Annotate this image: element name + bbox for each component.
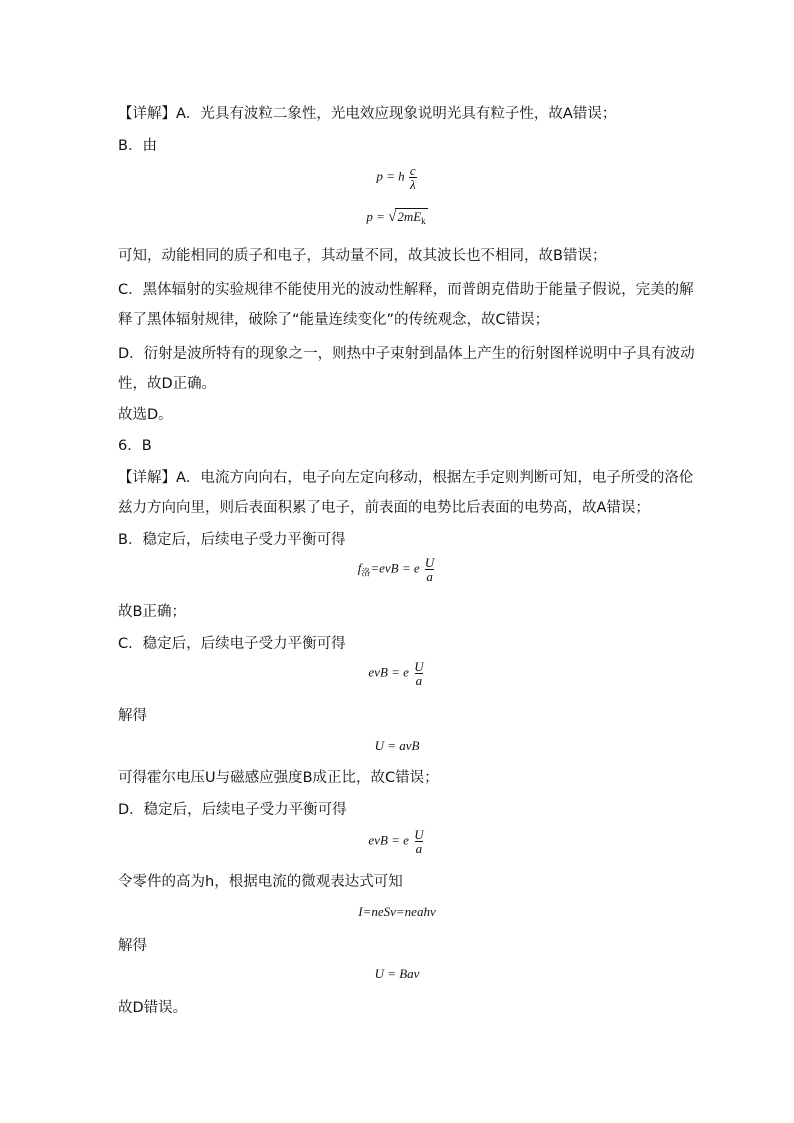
eq2-subscript: k xyxy=(421,216,426,226)
text-line-7: 性，故D正确。 xyxy=(118,376,217,392)
text-line-15: 解得 xyxy=(118,708,147,724)
text-line-9: 6．B xyxy=(118,438,152,454)
eq2-lhs: p = xyxy=(366,209,385,224)
eq1-denominator: λ xyxy=(409,177,416,192)
eq1-fraction xyxy=(409,164,417,191)
eq2-radicand-box xyxy=(395,208,427,226)
eq3-f: f xyxy=(357,560,362,576)
eq3-numerator: U xyxy=(424,555,435,570)
equation-current-micro: I=neSv=neahv xyxy=(358,904,436,919)
eq4-lhs: evB = e xyxy=(368,664,409,680)
text-line-3: 可知，动能相同的质子和电子，其动量不同，故其波长也不相同，故B错误； xyxy=(118,248,607,264)
equation-hall-voltage-c: U = avB xyxy=(374,738,420,753)
eq4-denominator: a xyxy=(415,673,423,688)
text-line-2: B．由 xyxy=(118,138,157,154)
text-line-1: 【详解】A．光具有波粒二象性，光电效应现象说明光具有粒子性，故A错误； xyxy=(118,106,617,122)
equation-balance-d xyxy=(0,828,794,855)
eq2-radicand: 2mE xyxy=(397,209,422,224)
text-line-10: 【详解】A．电流方向向右，电子向左定向移动，根据左手定则判断可知，电子所受的洛伦 xyxy=(118,470,694,486)
text-line-4: C．黑体辐射的实验规律不能使用光的波动性解释，而普朗克借助于能量子假说，完美的解 xyxy=(118,282,694,298)
text-line-12: B．稳定后，后续电子受力平衡可得 xyxy=(118,532,346,548)
eq6-numerator: U xyxy=(414,827,424,842)
text-line-11: 兹力方向向里，则后表面积累了电子，前表面的电势比后表面的电势高，故A错误； xyxy=(118,500,650,516)
eq3-subscript: 洛 xyxy=(361,567,371,578)
text-line-19: 解得 xyxy=(118,938,147,954)
eq1-numerator: c xyxy=(409,163,416,178)
sqrt-icon: √ xyxy=(388,209,397,225)
equation-balance-c xyxy=(0,660,794,687)
eq4-fraction xyxy=(413,660,424,687)
eq6-lhs: evB = e xyxy=(368,832,409,848)
text-line-17: D．稳定后，后续电子受力平衡可得 xyxy=(118,802,347,818)
equation-momentum-wavelength xyxy=(0,164,794,191)
text-line-16: 可得霍尔电压U与磁感应强度B成正比，故C错误； xyxy=(118,770,439,786)
text-line-20: 故D错误。 xyxy=(118,1000,188,1016)
text-line-13: 故B正确； xyxy=(118,604,186,620)
eq6-denominator: a xyxy=(415,841,423,856)
equation-lorentz-force xyxy=(0,556,794,583)
equation-momentum-energy xyxy=(0,208,794,226)
text-line-18: 令零件的高为h，根据电流的微观表达式可知 xyxy=(118,874,403,890)
eq3-mid: =evB = e xyxy=(370,560,420,576)
eq1-lhs: p = h xyxy=(376,168,405,184)
text-line-14: C．稳定后，后续电子受力平衡可得 xyxy=(118,636,346,652)
equation-hall-voltage-d: U = Bav xyxy=(374,966,420,981)
text-line-8: 故选D。 xyxy=(118,407,173,423)
eq3-denominator: a xyxy=(426,569,433,584)
text-line-6: D．衍射是波所特有的现象之一，则热中子束射到晶体上产生的衍射图样说明中子具有波动 xyxy=(118,346,695,362)
text-line-5: 释了黑体辐射规律，破除了“能量连续变化”的传统观念，故C错误； xyxy=(118,312,550,328)
eq3-fraction xyxy=(424,556,435,583)
eq4-numerator: U xyxy=(414,659,424,674)
eq6-fraction xyxy=(413,828,424,855)
